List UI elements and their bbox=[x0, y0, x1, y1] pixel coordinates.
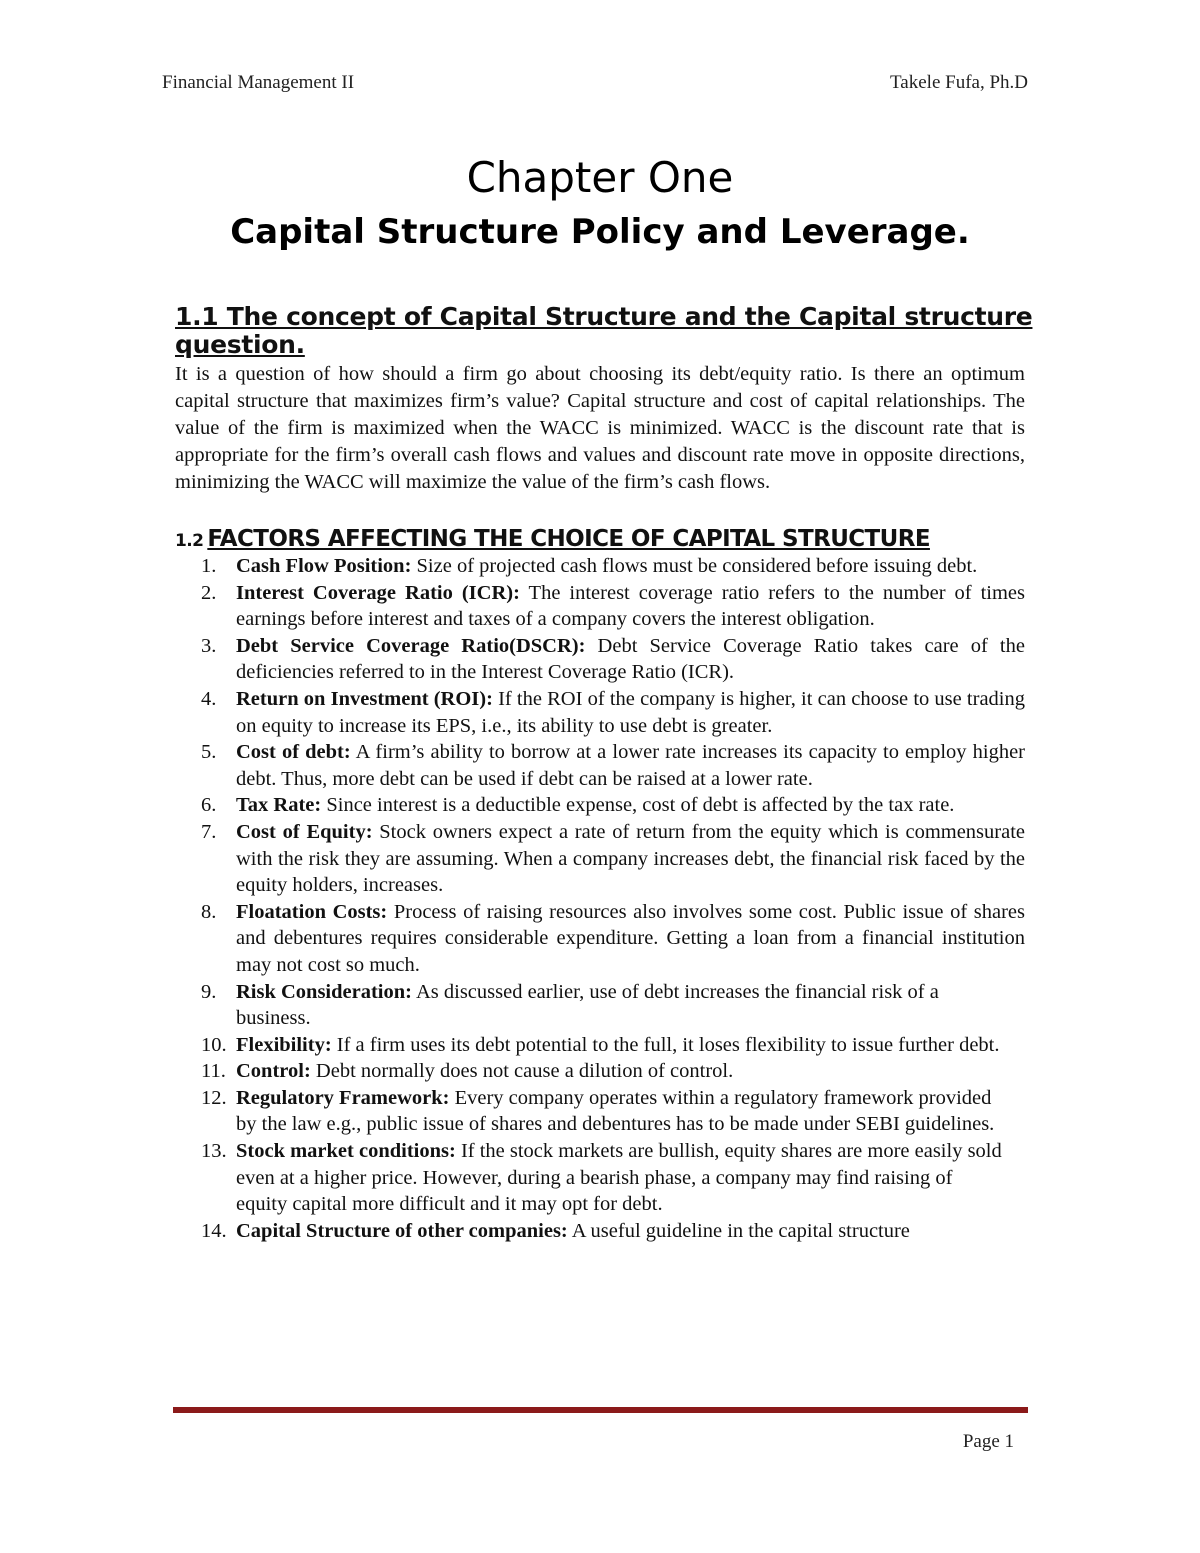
item-text: Debt normally does not cause a dilution of control. bbox=[310, 1060, 734, 1083]
item-text: Since interest is a deductible expense, cost of debt is affected by the tax rate. bbox=[321, 794, 955, 817]
list-item bbox=[175, 1138, 1025, 1218]
list-item bbox=[175, 1032, 1025, 1059]
running-header-right: Takele Fufa, Ph.D bbox=[890, 72, 1028, 93]
list-item bbox=[175, 739, 1025, 792]
item-term: Cost of Equity: bbox=[236, 820, 373, 843]
list-item bbox=[175, 1058, 1025, 1085]
list-item bbox=[175, 633, 1025, 686]
item-text: Every company operates within a regulatory framework provided by the law e.g., public issue of shares and debentures has to be made under SEBI guidelines. bbox=[236, 1086, 995, 1136]
list-item bbox=[175, 553, 1025, 580]
item-term: Capital Structure of other companies: bbox=[236, 1219, 568, 1242]
item-number: 12. bbox=[201, 1086, 227, 1109]
item-number: 9. bbox=[201, 980, 217, 1003]
item-term: Stock market conditions: bbox=[236, 1140, 456, 1163]
item-number: 8. bbox=[201, 900, 217, 923]
list-item bbox=[175, 1218, 1025, 1245]
item-text: Size of projected cash flows must be considered before issuing debt. bbox=[411, 555, 978, 577]
item-text: The interest coverage ratio refers to the number of times earnings before interest and taxes of a company covers the interest obligation. bbox=[236, 581, 1025, 631]
item-term: Flexibility: bbox=[236, 1033, 332, 1056]
item-term: Debt Service Coverage Ratio(DSCR): bbox=[236, 634, 586, 657]
item-text: As discussed earlier, use of debt increases the financial risk of a business. bbox=[236, 980, 939, 1030]
item-text: A firm’s ability to borrow at a lower rate increases its capacity to employ higher debt. Thus, more debt can be used if debt can be raised at a lower rate. bbox=[236, 741, 1025, 790]
item-text: If a firm uses its debt potential to the full, it loses flexibility to issue further debt. bbox=[331, 1033, 1000, 1056]
item-term: Tax Rate: bbox=[236, 794, 322, 817]
section-title: FACTORS AFFECTING THE CHOICE OF CAPITAL STRUCTURE bbox=[207, 526, 930, 552]
chapter-title: Chapter One bbox=[466, 153, 734, 202]
item-text: If the stock markets are bullish, equity shares are more easily sold even at a higher price. However, during a bearish phase, a company may find raising of equity capital more difficult and it may opt for debt. bbox=[236, 1140, 1002, 1216]
list-item bbox=[175, 686, 1025, 739]
item-term: Control: bbox=[236, 1060, 311, 1083]
list-item bbox=[175, 580, 1025, 633]
page-bottom-margin bbox=[0, 1413, 1200, 1553]
item-number: 14. bbox=[201, 1219, 227, 1242]
item-number: 13. bbox=[201, 1140, 227, 1163]
section-number: 1.2 bbox=[175, 531, 204, 551]
item-text: Debt Service Coverage Ratio takes care of the deficiencies referred to in the Interest Coverage Ratio (ICR). bbox=[236, 634, 1025, 684]
item-text: If the ROI of the company is higher, it can choose to use trading on equity to increase its EPS, i.e., its ability to use debt is greater. bbox=[236, 687, 1025, 737]
item-term: Cost of debt: bbox=[236, 741, 351, 764]
item-term: Regulatory Framework: bbox=[236, 1086, 450, 1109]
item-number: 4. bbox=[201, 687, 217, 710]
page-number: Page 1 bbox=[962, 1431, 1014, 1452]
item-number: 2. bbox=[201, 581, 217, 604]
item-term: Return on Investment (ROI): bbox=[236, 687, 493, 710]
running-header-left: Financial Management II bbox=[162, 72, 355, 93]
item-text: Stock owners expect a rate of return from the equity which is commensurate with the risk they are assuming. When a company increases debt, the financial risk faced by the equity holders, increases. bbox=[236, 820, 1026, 897]
list-item bbox=[175, 792, 1025, 819]
item-number: 6. bbox=[201, 794, 217, 817]
item-term: Interest Coverage Ratio (ICR): bbox=[236, 581, 520, 604]
item-number: 10. bbox=[201, 1033, 227, 1056]
section-heading-1-1: 1.1 The concept of Capital Structure and the Capital structure question. bbox=[175, 302, 1033, 359]
item-number: 7. bbox=[201, 820, 217, 843]
item-term: Floatation Costs: bbox=[236, 900, 388, 923]
list-item bbox=[175, 1085, 1025, 1138]
item-number: 5. bbox=[201, 741, 217, 764]
item-text: A useful guideline in the capital structure bbox=[567, 1219, 910, 1242]
item-text: Process of raising resources also involves some cost. Public issue of shares and debentures requires considerable expenditure. Getting a loan from a financial institution may not cost so much. bbox=[236, 900, 1026, 976]
list-item bbox=[175, 819, 1025, 899]
item-term: Cash Flow Position: bbox=[236, 555, 412, 577]
item-number: 1. bbox=[201, 555, 217, 577]
chapter-subtitle: Capital Structure Policy and Leverage. bbox=[230, 212, 970, 252]
list-item bbox=[175, 979, 1025, 1032]
footer-rule bbox=[173, 1407, 1028, 1413]
section-1-1-paragraph: It is a question of how should a firm go about choosing its debt/equity ratio. Is there an optimum capital structure that maximizes firm’s value? Capital structure and cost of capital relationships. The value of the firm is maximized when the WACC is minimized. WACC is the discount rate that is appropriate for the firm’s overall cash flows and values and discount rate move in opposite directions, minimizing the WACC will maximize the value of the firm’s cash flows. bbox=[175, 363, 1025, 493]
factors-list bbox=[175, 553, 1025, 1244]
item-term: Risk Consideration: bbox=[236, 980, 412, 1003]
item-number: 3. bbox=[201, 634, 217, 657]
item-number: 11. bbox=[201, 1060, 226, 1083]
list-item bbox=[175, 899, 1025, 979]
